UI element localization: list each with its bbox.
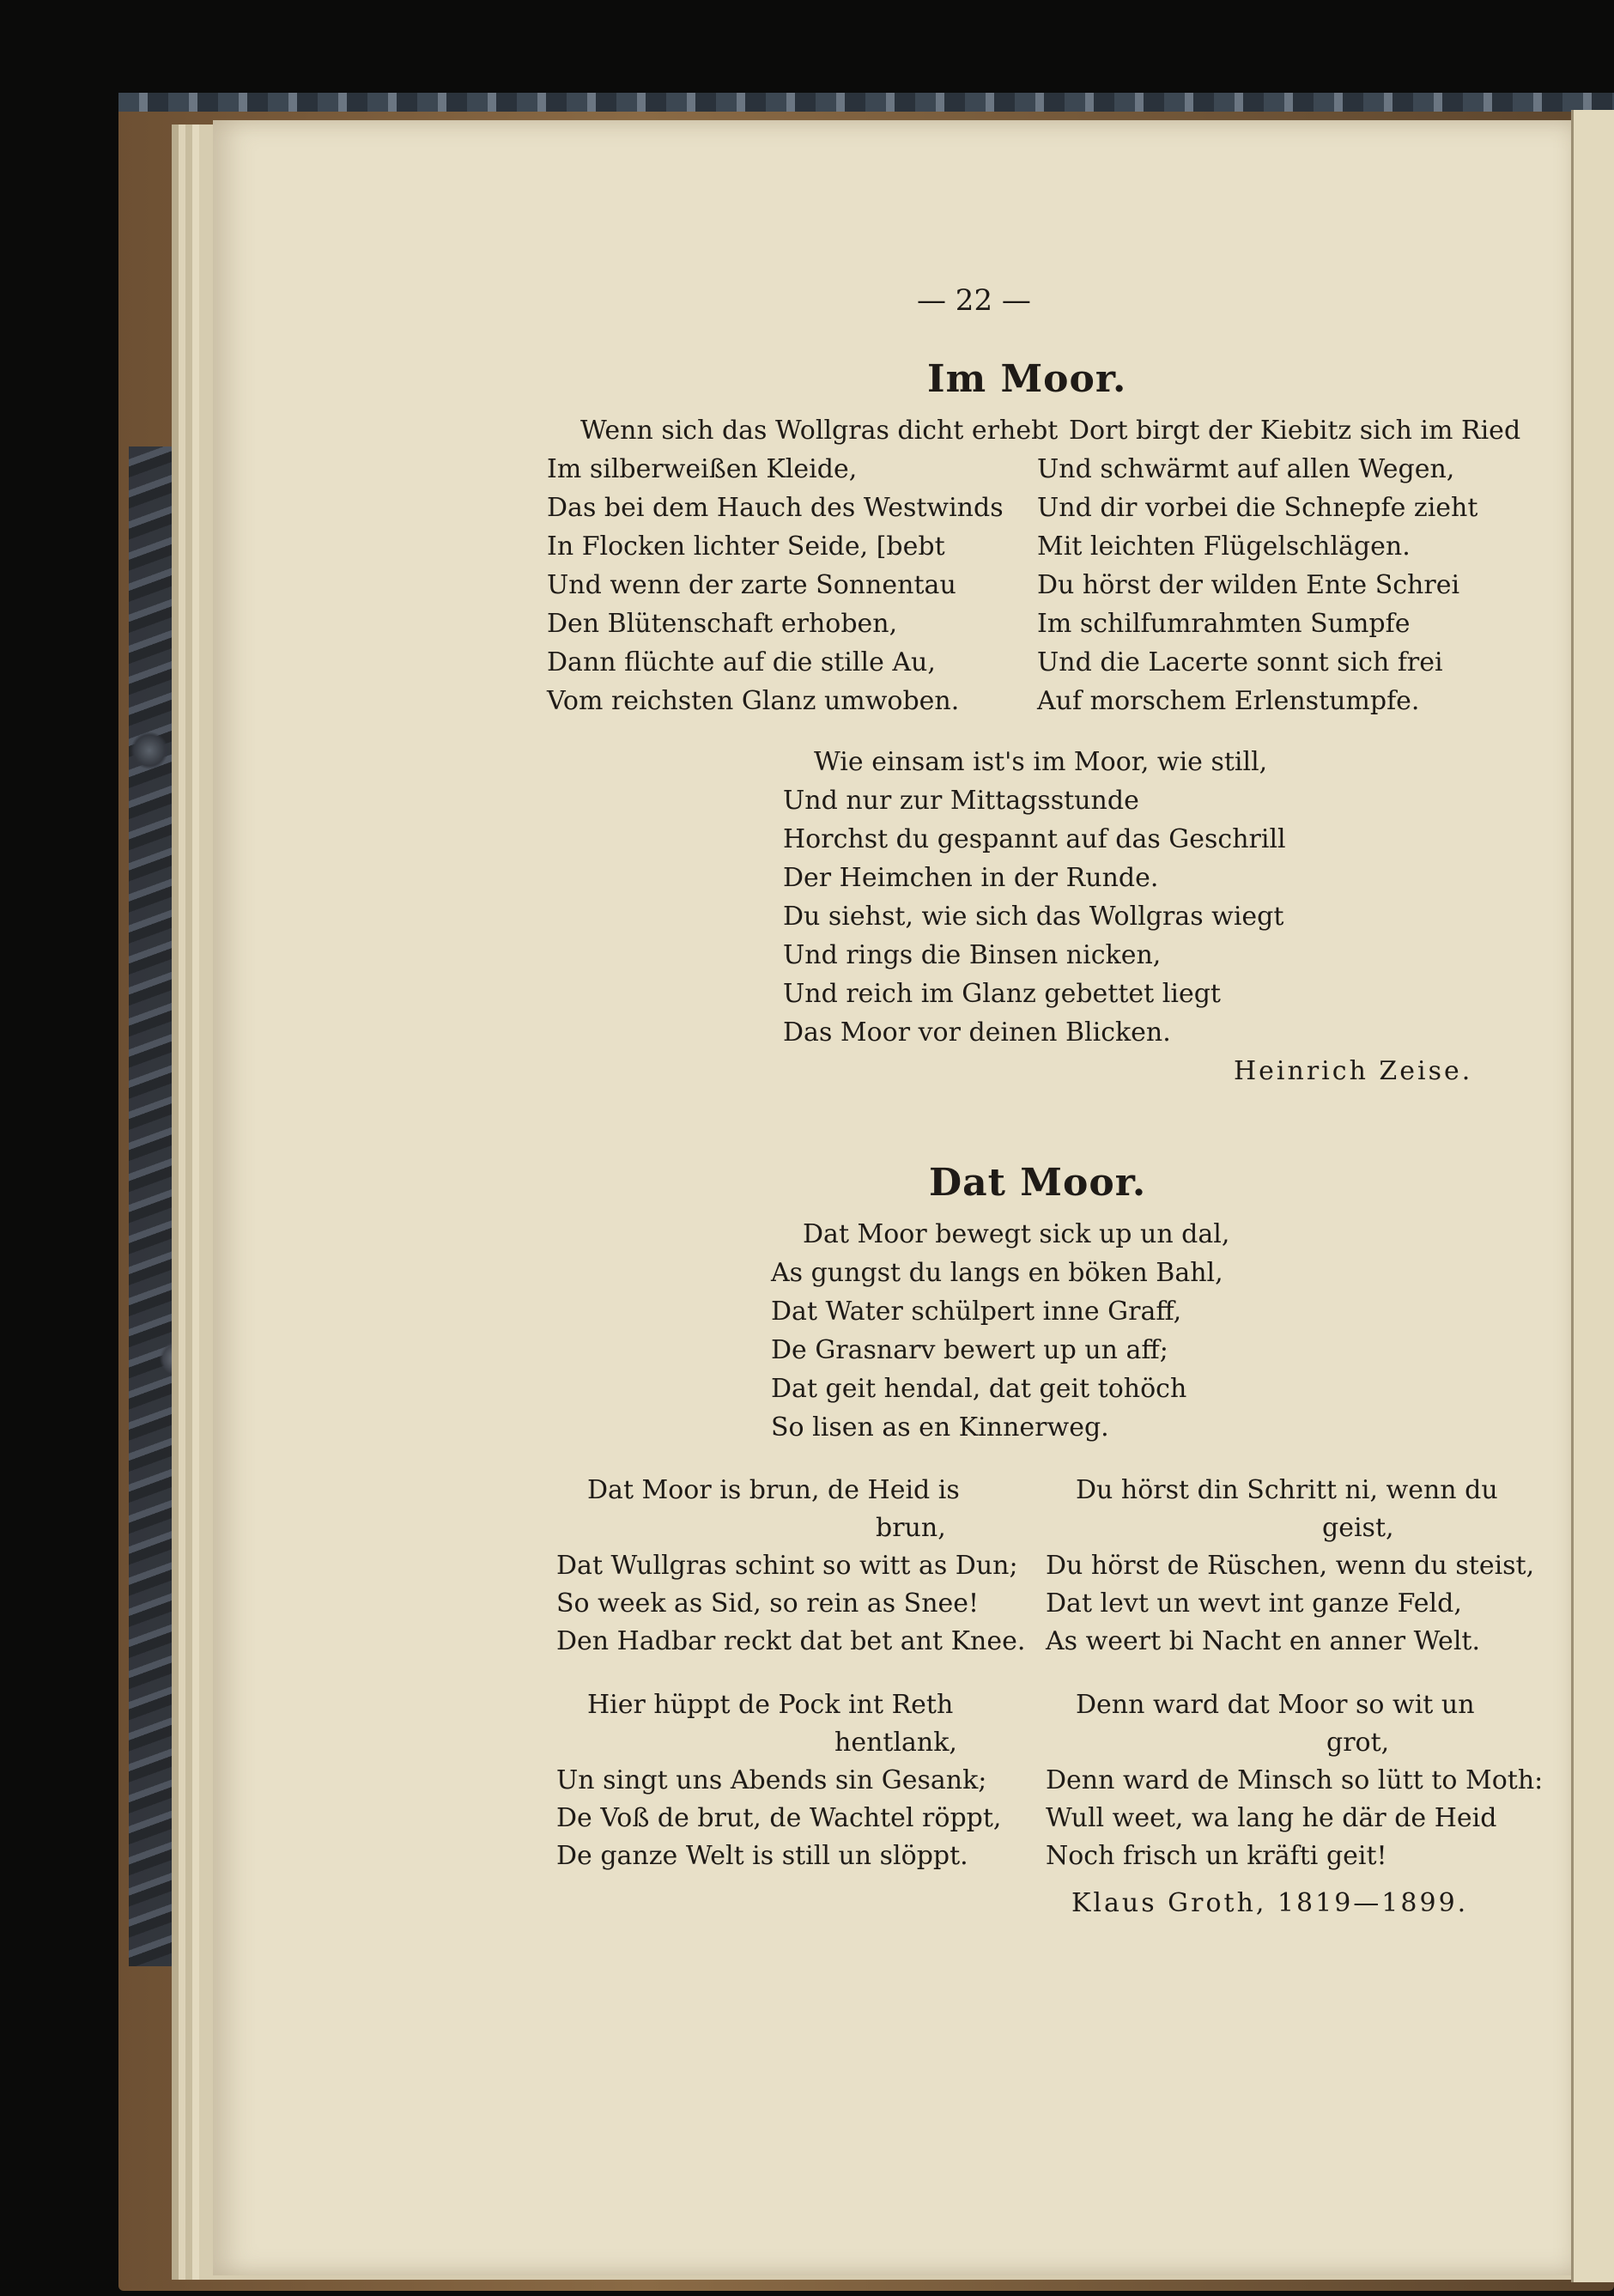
poem-line: Noch frisch un kräfti geit! [1046,1841,1387,1871]
poem-line: Du hörst de Rüschen, wenn du steist, [1046,1551,1535,1581]
poem-line: geist, [1322,1513,1394,1543]
poem-line: Du hörst din Schritt ni, wenn du [1076,1475,1498,1505]
poem-line: So lisen as en Kinnerweg. [771,1412,1109,1443]
poem-line: Den Hadbar reckt dat bet ant Knee. [556,1626,1026,1656]
poem-line: Dat Moor bewegt sick up un dal, [803,1219,1230,1249]
poem-line: Das bei dem Hauch des Westwinds [547,493,1004,523]
poem-line: Denn ward de Minsch so lütt to Moth: [1046,1765,1544,1795]
poem-line: Auf morschem Erlenstumpfe. [1037,686,1420,716]
poem-line: Hier hüppt de Pock int Reth [587,1690,954,1720]
poem-line: Im schilfumrahmten Sumpfe [1037,609,1411,639]
poem-line: Dann flüchte auf die stille Au, [547,647,936,677]
poem-line: Dort birgt der Kiebitz sich im Ried [1069,416,1521,446]
poem-line: Und wenn der zarte Sonnentau [547,570,956,600]
poem-line: Dat Moor is brun, de Heid is [587,1475,960,1505]
poem-line: Dat Wullgras schint so witt as Dun; [556,1551,1018,1581]
poem-line: Und reich im Glanz gebettet liegt [783,979,1221,1009]
poem-line: Horchst du gespannt auf das Geschrill [783,824,1286,854]
poem-line: Und nur zur Mittagsstunde [783,786,1139,816]
poem-line: Dat geit hendal, dat geit tohöch [771,1374,1187,1404]
poem-line: Du siehst, wie sich das Wollgras wiegt [783,902,1284,932]
poem-line: So week as Sid, so rein as Snee! [556,1588,980,1619]
poem-line: Mit leichten Flügelschlägen. [1037,531,1411,562]
poem-line: De ganze Welt is still un slöppt. [556,1841,968,1871]
poem-line: Und dir vorbei die Schnepfe zieht [1037,493,1478,523]
poem-line: De Voß de brut, de Wachtel röppt, [556,1803,1002,1833]
poem-line: Und rings die Binsen nicken, [783,940,1162,970]
poem-line: Den Blütenschaft erhoben, [547,609,898,639]
poem1-author: Heinrich Zeise. [1234,1056,1473,1086]
poem-line: Dat Water schülpert inne Graff, [771,1297,1182,1327]
poem-line: Wenn sich das Wollgras dicht erhebt [580,416,1059,446]
poem-line: Das Moor vor deinen Blicken. [783,1017,1171,1048]
poem-line: Wie einsam ist's im Moor, wie still, [814,747,1268,777]
poem-line: Und schwärmt auf allen Wegen, [1037,454,1455,484]
poem-line: hentlank, [834,1728,957,1758]
poem-line: Vom reichsten Glanz umwoben. [547,686,960,716]
marbled-top-edge [118,93,1614,112]
poem-line: De Grasnarv bewert up un aff; [771,1335,1168,1365]
poem-line: Im silberweißen Kleide, [547,454,858,484]
poem-line: Der Heimchen in der Runde. [783,863,1159,893]
poem-line: Du hörst der wilden Ente Schrei [1037,570,1460,600]
poem-line: Dat levt un wevt int ganze Feld, [1046,1588,1462,1619]
page-number: — 22 — [917,283,1031,318]
poem2-author: Klaus Groth, 1819—1899. [1071,1888,1469,1918]
poem-line: grot, [1326,1728,1390,1758]
poem-line: Un singt uns Abends sin Gesank; [556,1765,987,1795]
poem-line: Denn ward dat Moor so wit un [1076,1690,1475,1720]
poem-line: As weert bi Nacht en anner Welt. [1046,1626,1481,1656]
poem-line: In Flocken lichter Seide, [bebt [547,531,945,562]
poem-line: Und die Lacerte sonnt sich frei [1037,647,1443,677]
poem-line: brun, [876,1513,946,1543]
poem1-title: Im Moor. [927,357,1127,401]
poem-line: Wull weet, wa lang he där de Heid [1046,1803,1497,1833]
next-page-edge [1571,110,1614,2282]
poem-line: As gungst du langs en böken Bahl, [771,1258,1223,1288]
poem2-title: Dat Moor. [929,1161,1147,1205]
